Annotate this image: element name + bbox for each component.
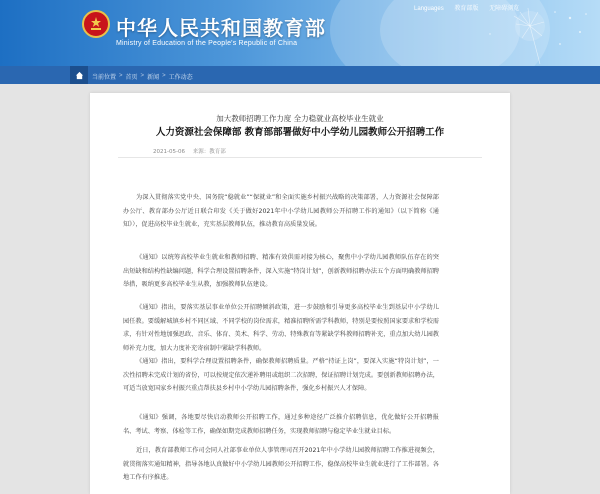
article-paragraph: 为深入贯彻落实党中央、国务院“稳就业”“保就业”和全面实施乡村振兴战略的决策部署，人力资源社会保障部办公厅、教育部办公厅近日联合印发《关于做好2021年中小学幼儿园教师公开招聘工作的通知》（以下简称《通知》），促进高校毕业生就业，充实基层教师队伍，推动教育高质量发展。 — [123, 194, 439, 229]
languages-link[interactable]: Languages — [414, 6, 444, 12]
breadcrumb-label: 当前位置 — [92, 74, 117, 81]
divider — [118, 157, 482, 158]
article-date: 2021-05-06 — [153, 149, 185, 155]
site-header — [0, 0, 600, 66]
article-source: 来源：教育部 — [192, 149, 226, 155]
accessibility-link[interactable]: 无障碍浏览 — [489, 6, 520, 12]
article-paragraph: 《通知》指出，要落实基层事业单位公开招聘倾斜政策，进一步鼓励和引导更多高校毕业生到基层中小学幼儿园任教。要缓解城镇乡村不同区域、不同学校的岗位需求，精准招聘所需学科教师，特别是要按照国家要求和学校需求，有针对性地加强思政、音乐、体育、美术、科学、劳动、特殊教育等紧缺学科教师招聘补充，重点加大幼儿园教师补充力度，加大力度补充寄宿制中紧缺学科教师。 — [123, 304, 439, 353]
breadcrumb-home[interactable]: 首页 — [125, 74, 138, 81]
article-card — [90, 93, 510, 494]
dandelion-decoration — [460, 4, 600, 66]
national-emblem-icon — [82, 10, 110, 38]
nav-bar — [0, 66, 600, 84]
site-subtitle: Ministry of Education of the People's Republic of China — [116, 40, 298, 47]
site-title: 中华人民共和国教育部 — [116, 16, 326, 40]
article-title: 人力资源社会保障部 教育部部署做好中小学幼儿园教师公开招聘工作 — [155, 127, 445, 138]
article-paragraph: 《通知》以统筹高校毕业生就业和教师招聘、精准有效供需对接为核心，聚焦中小学幼儿园教师队伍存在的突出短缺和结构性缺编问题，科学合理设置招聘条件，深入实施“特岗计划”，创新教师招聘办法五个方面明确教师招聘举措，吸纳更多高校毕业生从教，加强教师队伍建设。 — [123, 254, 439, 289]
article-kicker: 加大教师招聘工作力度 全力稳就业高校毕业生就业 — [216, 114, 384, 123]
article-paragraph: 《通知》强调，各地要尽快启动教师公开招聘工作，通过多种途径广泛推介招聘信息，优化做好公开招聘报名、考试、考察、体检等工作，确保如期完成教师招聘任务，实现教师招聘与稳定毕业生就业目标。 — [123, 414, 439, 435]
top-links — [414, 3, 528, 13]
article-meta — [153, 147, 232, 155]
breadcrumb-work-updates[interactable]: 工作动态 — [168, 74, 193, 81]
article-paragraph: 近日，教育部教师工作司会同人社部事业单位人事管理司召开2021年中小学幼儿园教师招聘工作推进视频会，就贯彻落实通知精神，指导各地认真做好中小学幼儿园教师公开招聘工作，稳保高校毕业生就业进行了工作部署。各地工作有序推进。 — [123, 447, 439, 482]
breadcrumb: 当前位置 > 首页 > 新闻 > 工作动态 — [92, 73, 193, 81]
home-icon[interactable] — [70, 66, 88, 84]
breadcrumb-news[interactable]: 新闻 — [147, 74, 160, 81]
moe-version-link[interactable]: 教育部版 — [454, 6, 479, 12]
article-paragraph: 《通知》指出，要科学合理设置招聘条件，确保教师招聘质量。严格“持证上岗”，要深入实施“特岗计划”，一次性招聘未完成计划的省份，可以按规定依次递补聘用或组织二次招聘，保证招聘计划完成。要创新教师招聘办法，可适当放宽国家乡村振兴重点帮扶县乡村中小学幼儿园招聘条件，强化乡村振兴人才保障。 — [123, 358, 439, 393]
